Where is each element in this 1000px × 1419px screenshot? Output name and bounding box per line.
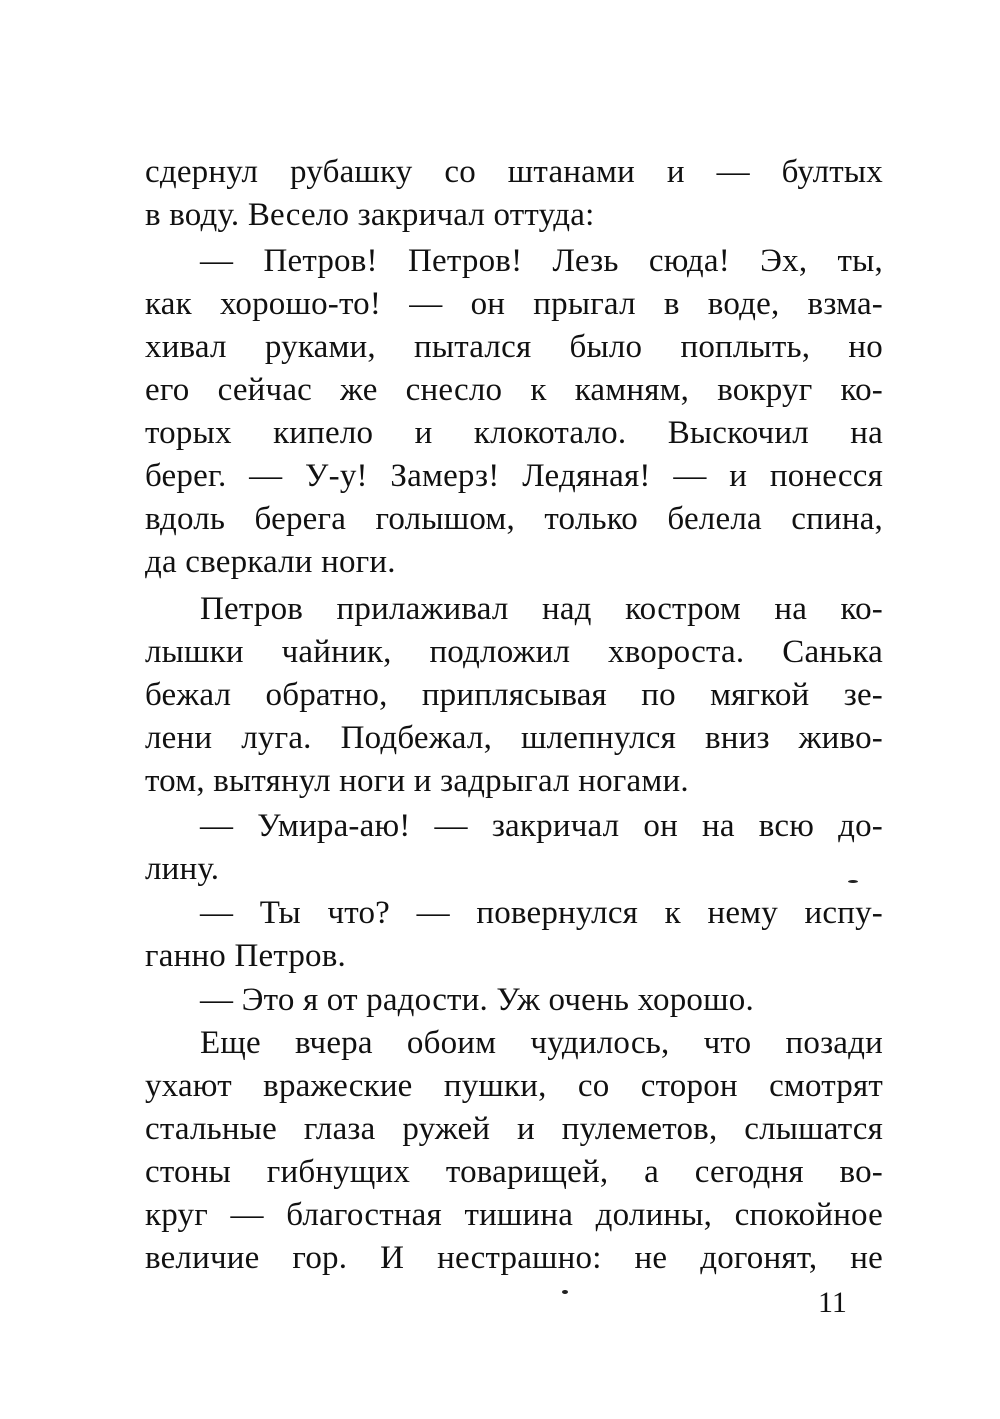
text-line: Еще вчера обоим чудилось, что позади [200, 1025, 883, 1061]
text-line: вдоль берега голышом, только белела спина, [145, 501, 883, 537]
text-line: — Умира-аю! — закричал он на всю до- [200, 808, 883, 844]
text-line: торых кипело и клокотало. Выскочил на [145, 415, 883, 451]
page-number: 11 [818, 1286, 847, 1319]
print-speck [562, 1290, 568, 1294]
text-line: стальные глаза ружей и пулеметов, слышатся [145, 1111, 883, 1147]
text-line: лени луга. Подбежал, шлепнулся вниз живо- [145, 720, 883, 756]
text-line: ухают вражеские пушки, со сторон смотрят [145, 1068, 883, 1104]
text-line: ганно Петров. [145, 938, 346, 974]
text-line: лышки чайник, подложил хвороста. Санька [145, 634, 883, 670]
text-line: бежал обратно, приплясывая по мягкой зе- [145, 677, 883, 713]
text-line: круг — благостная тишина долины, спокойное [145, 1197, 883, 1233]
text-line: Петров прилаживал над костром на ко- [200, 591, 883, 627]
text-line: его сейчас же снесло к камням, вокруг ко- [145, 372, 883, 408]
text-line: хивал руками, пытался было поплыть, но [145, 329, 883, 365]
text-line: да сверкали ноги. [145, 544, 396, 580]
text-line: сдернул рубашку со штанами и — бултых [145, 154, 883, 190]
text-line: лину. [145, 851, 220, 887]
text-line: в воду. Весело закричал оттуда: [145, 197, 595, 233]
text-line: величие гор. И нестрашно: не догонят, не [145, 1240, 883, 1276]
text-line: стоны гибнущих товарищей, а сегодня во- [145, 1154, 883, 1190]
text-line: том, вытянул ноги и задрыгал ногами. [145, 763, 689, 799]
text-line: берег. — У-у! Замерз! Ледяная! — и понесся [145, 458, 883, 494]
text-line: — Это я от радости. Уж очень хорошо. [200, 982, 754, 1018]
text-line: — Петров! Петров! Лезь сюда! Эх, ты, [200, 243, 883, 279]
text-line: как хорошо-то! — он прыгал в воде, взма- [145, 286, 883, 322]
print-speck [848, 880, 858, 883]
text-line: — Ты что? — повернулся к нему испу- [200, 895, 883, 931]
